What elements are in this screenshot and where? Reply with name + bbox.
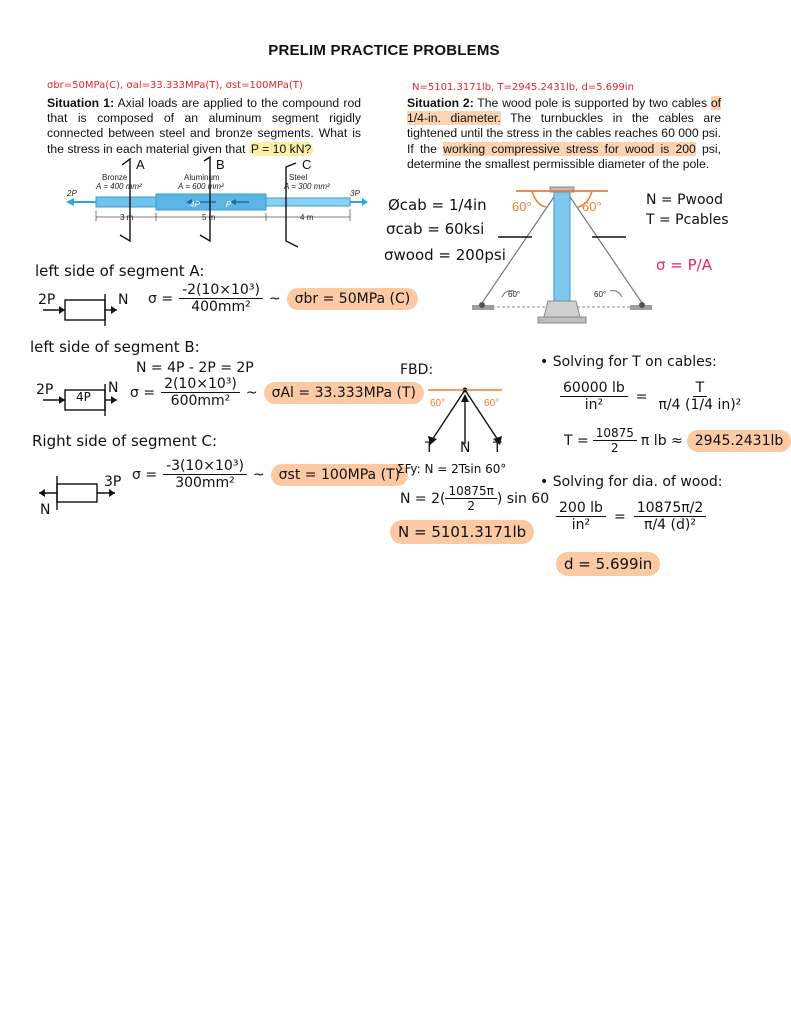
t-lhs-fraction: [560, 380, 628, 413]
seg-a-load: 2P: [38, 292, 56, 308]
seg-b-approx: ~: [245, 384, 258, 401]
seg-c-approx: ~: [252, 466, 265, 483]
compound-rod-figure: [44, 155, 368, 255]
fbd-t-right: T: [493, 440, 502, 456]
s2-label: Situation 2:: [407, 96, 474, 110]
stress-formula: σ = P/A: [656, 256, 712, 274]
seg-b-load: 2P: [36, 382, 54, 398]
d-lhs-fraction: [556, 500, 606, 533]
def-t: T = Pcables: [646, 212, 729, 228]
angle-right-orange: 60°: [582, 199, 602, 214]
seg-c-num: -3(10×10³): [163, 458, 247, 475]
given-cable-stress: σcab = 60ksi: [386, 220, 485, 238]
n-eq-fraction: [445, 484, 496, 513]
seg-c-load: 3P: [104, 474, 122, 490]
s1-problem-text: [47, 96, 361, 157]
t-result: [564, 426, 791, 455]
t-answer: 2945.2431lb: [687, 430, 791, 452]
d-rhs-num: 10875π/2: [634, 500, 707, 517]
d-lhs-num: 200 lb: [556, 500, 606, 517]
t-result-fraction: [593, 426, 637, 455]
seg-c-heading: Right side of segment C:: [32, 432, 218, 450]
seg-b-answer: σAl = 33.333MPa (T): [264, 382, 424, 404]
seg-c-stress-equation: [132, 458, 408, 491]
seg-c-answer: σst = 100MPa (T): [271, 464, 408, 486]
page-title: PRELIM PRACTICE PROBLEMS: [268, 42, 500, 59]
t-result-den: 2: [611, 441, 619, 455]
s2-text-a: The wood pole is supported by two cables: [473, 96, 711, 110]
n-eq-rhs: ) sin 60: [496, 490, 550, 507]
seg-b-den: 600mm²: [170, 393, 231, 409]
seg-a-equation: [148, 282, 418, 315]
s2-highlight-wood-stress: working compressive stress for wood is 200: [443, 141, 696, 156]
s2-answers-note: N=5101.3171lb, T=2945.2431lb, d=5.699in: [412, 82, 634, 93]
t-result-tail: π lb ≈: [640, 432, 683, 449]
length-3m: 3 m: [120, 213, 134, 222]
load-label-2p: 2P: [67, 189, 77, 198]
t-rhs-fraction: [656, 380, 745, 413]
seg-a-n: N: [118, 292, 129, 308]
cut-label-c: C: [302, 157, 312, 172]
d-equation: $\frac{200 lb}{\text{in²}}$ = $\frac{10875\pi/2}{\text{π/4 (d)²}}$: [556, 500, 706, 533]
seg-a-fraction: [179, 282, 263, 315]
pole-figure: [462, 185, 667, 337]
given-wood-stress: σwood = 200psi: [384, 246, 506, 264]
seg-c-n: N: [40, 502, 51, 518]
steel-name: Steel: [289, 173, 308, 182]
s2-text-c: The turnbuckles in the cables are tightened until the stress in the cables reaches 60 000 psi. If the: [407, 111, 721, 156]
seg-b-sigma: σ =: [130, 384, 156, 401]
sum-fy: ΣFy: N = 2Tsin 60°: [397, 462, 507, 476]
fbd-label: FBD:: [400, 362, 434, 378]
seg-b-heading: left side of segment B:: [30, 338, 200, 356]
seg-c-sigma: σ =: [132, 466, 158, 483]
n-eq-den: 2: [467, 499, 475, 513]
seg-a-approx: ~: [268, 290, 281, 307]
length-4m: 4 m: [300, 213, 314, 222]
cut-label-a: A: [136, 157, 145, 172]
seg-b-n: N: [108, 380, 119, 396]
bronze-name: Bronze: [102, 173, 128, 182]
angle-left-orange: 60°: [512, 199, 532, 214]
seg-a-num: -2(10×10³): [179, 282, 263, 299]
cut-label-b: B: [216, 157, 225, 172]
t-rhs-den: π/4 (1/4 in)²: [658, 397, 742, 413]
t-rhs-num: T: [693, 380, 708, 397]
s1-answers-note: σbr=50MPa(C), σal=33.333MPa(T), σst=100MPa(T): [47, 80, 303, 91]
fbd-t-left: T: [425, 440, 434, 456]
t-equation: $\frac{60000 lb}{\text{in²}}$ = $\frac{T}{\text{π/4 (1/4 in)²}}$: [560, 380, 744, 413]
seg-b-equation: N = 4P - 2P = 2P: [136, 360, 254, 376]
d-lhs-den: in²: [571, 517, 591, 533]
seg-b-num: 2(10×10³): [161, 376, 240, 393]
seg-c-fraction: [163, 458, 247, 491]
load-label-4p: 4P: [190, 200, 200, 209]
seg-a-den: 400mm²: [191, 299, 251, 315]
seg-b-stress-equation: [130, 376, 424, 409]
steel-area: A = 300 mm²: [284, 182, 330, 191]
t-lhs-den: in²: [584, 397, 604, 413]
t-result-lhs: T =: [564, 432, 589, 449]
length-5m: 5 m: [202, 213, 216, 222]
s1-text: Axial loads are applied to the compound rod that is composed of an aluminum segment rigidly connected between steel and bronze segments. What is the stress in each material given that: [47, 96, 361, 156]
s1-label: Situation 1:: [47, 96, 115, 110]
seg-b-inner-load: 4P: [76, 390, 91, 404]
fbd-angle-right: 60°: [484, 398, 500, 409]
aluminum-area: A = 600 mm²: [178, 182, 224, 191]
bronze-area: A = 400 mm²: [96, 182, 142, 191]
load-label-p: P: [226, 200, 232, 209]
n-answer: N = 5101.3171lb: [390, 520, 534, 544]
n-equation: [400, 484, 549, 513]
seg-a-heading: left side of segment A:: [35, 262, 205, 280]
seg-a-sigma: σ =: [148, 290, 174, 307]
solve-t-heading: • Solving for T on cables:: [540, 354, 717, 370]
s1-given-highlight: P = 10 kN?: [250, 141, 312, 156]
fbd-n: N: [460, 440, 471, 456]
n-eq-lhs: N = 2(: [400, 490, 446, 507]
n-eq-num: 10875π: [445, 484, 496, 499]
def-n: N = Pwood: [646, 192, 724, 208]
s2-problem-text: [407, 96, 721, 172]
t-result-num: 10875: [593, 426, 637, 441]
t-lhs-num: 60000 lb: [560, 380, 628, 397]
given-cable-diameter: Øcab = 1/4in: [388, 196, 487, 214]
load-label-3p: 3P: [350, 189, 360, 198]
d-rhs-fraction: [634, 500, 707, 533]
s2-highlight-diameter: of 1/4-in. diameter.: [407, 96, 721, 126]
solve-d-heading: • Solving for dia. of wood:: [540, 474, 723, 490]
d-rhs-den: π/4 (d)²: [644, 517, 696, 533]
angle-right-fig: 60°: [594, 290, 607, 299]
d-answer: d = 5.699in: [556, 552, 660, 576]
aluminum-name: Aluminum: [184, 173, 220, 182]
s2-text-e: psi, determine the smallest permissible diameter of the pole.: [407, 141, 721, 171]
fbd-angle-left: 60°: [430, 398, 446, 409]
angle-left-fig: 60°: [508, 290, 521, 299]
seg-c-den: 300mm²: [175, 475, 235, 491]
seg-b-fraction: [161, 376, 240, 409]
seg-a-answer: σbr = 50MPa (C): [287, 288, 419, 310]
